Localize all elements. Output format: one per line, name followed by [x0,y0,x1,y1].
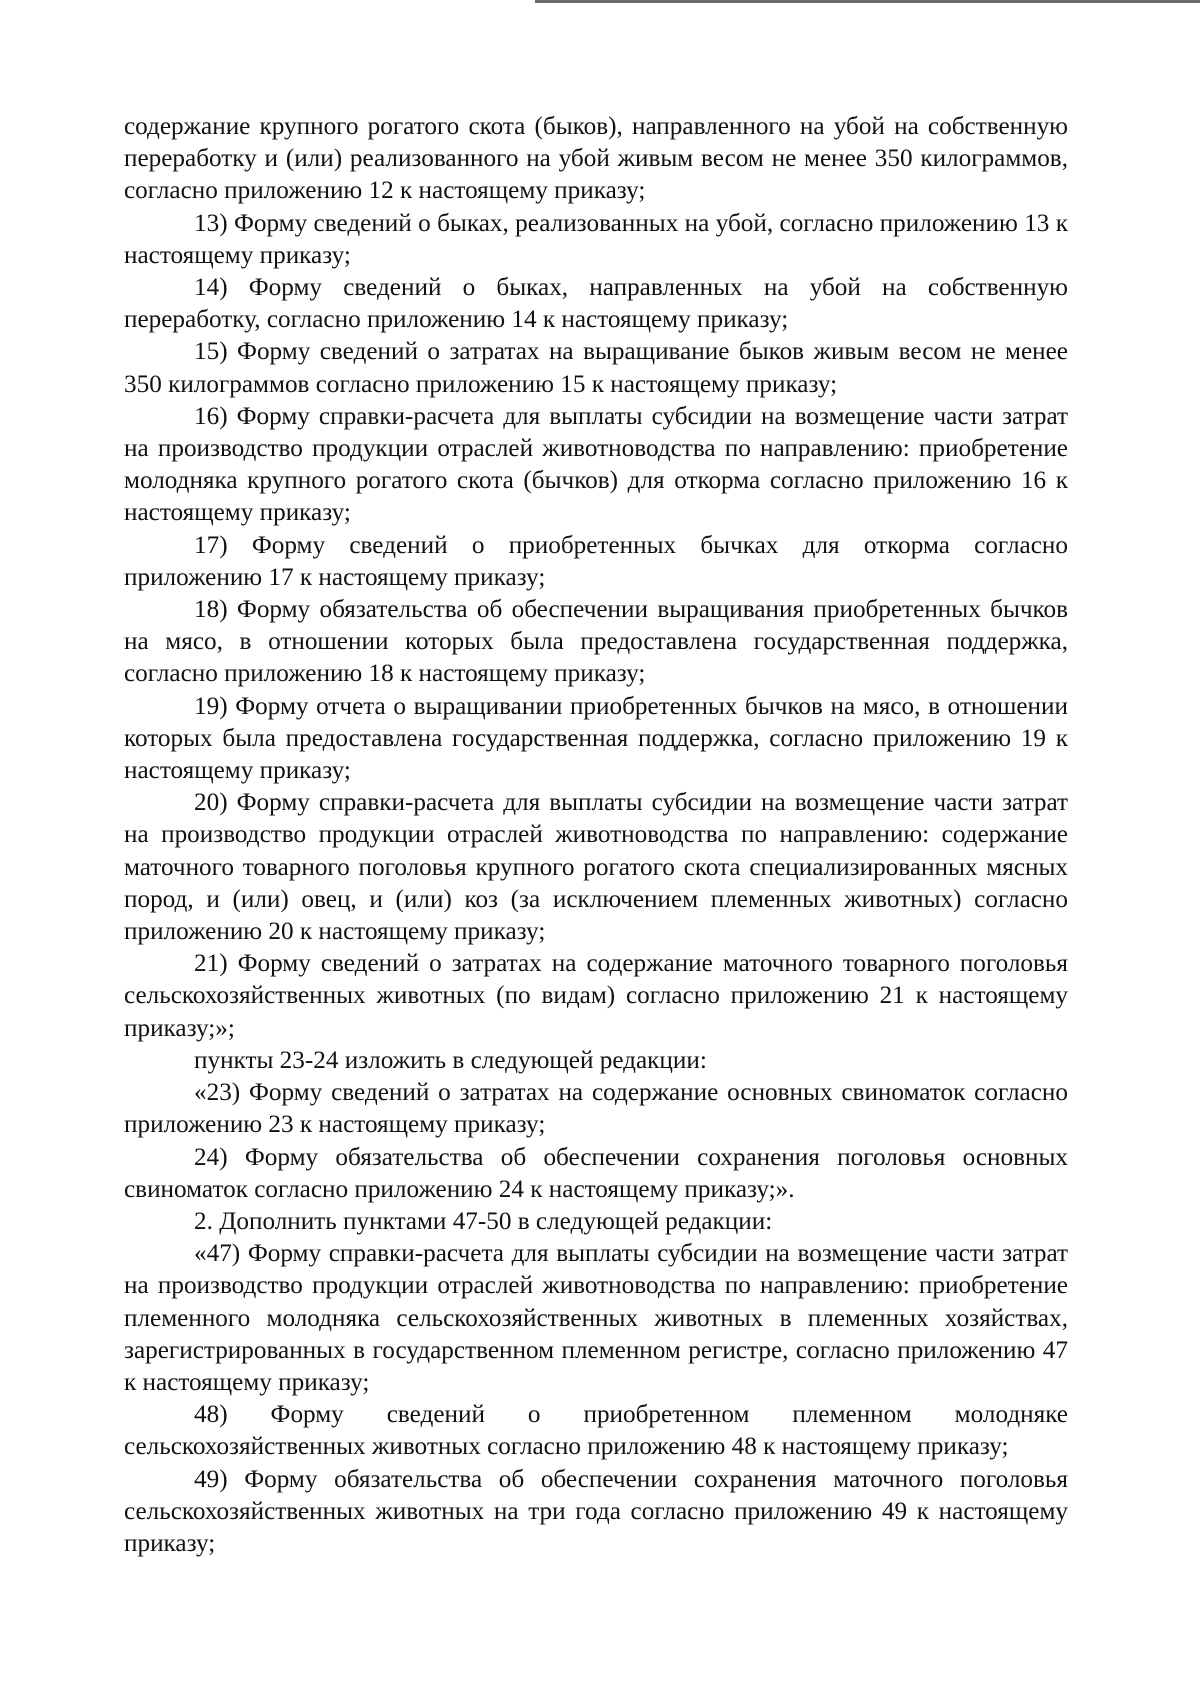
paragraph-item-12-continuation: содержание крупного рогатого скота (быков), направленного на убой на собственную переработку и (или) реализованного на убой живым весом не менее 350 килограммов, согласно приложению 12 к настоящему приказу; [124,113,1068,205]
paragraph-item-16: 16) Форму справки-расчета для выплаты субсидии на возмещение части затрат на производство продукции отраслей животноводства по направлению: приобретение молодняка крупного рогатого скота (бычков) для откорма согласно приложению 16 к настоящему приказу; [124,402,1068,527]
paragraph-item-14: 14) Форму сведений о быках, направленных на убой на собственную переработку, согласно приложению 14 к настоящему приказу; [124,274,1068,334]
paragraph-item-21: 21) Форму сведений о затратах на содержание маточного товарного поголовья сельскохозяйственных животных (по видам) согласно приложению 21 к настоящему приказу;»; [124,950,1068,1042]
paragraph-item-48: 48) Форму сведений о приобретенном племенном молодняке сельскохозяйственных животных согласно приложению 48 к настоящему приказу; [124,1401,1068,1461]
paragraph-item-19: 19) Форму отчета о выращивании приобретенных бычков на мясо, в отношении которых была предоставлена государственная поддержка, согласно приложению 19 к настоящему приказу; [124,692,1068,785]
paragraph-item-47: «47) Форму справки-расчета для выплаты субсидии на возмещение части затрат на производство продукции отраслей животноводства по направлению: приобретение племенного молодняка сельскохозяйственных животных в племенных хозяйствах, зарегистрированных в государственном племенном регистре, согласно приложению 47 к настоящему приказу; [124,1240,1068,1396]
paragraph-item-23: «23) Форму сведений о затратах на содержание основных свиноматок согласно приложению 23 к настоящему приказу; [124,1079,1068,1139]
paragraph-section-2: 2. Дополнить пунктами 47-50 в следующей редакции: [194,1207,773,1235]
paragraph-item-13: 13) Форму сведений о быках, реализованных на убой, согласно приложению 13 к настоящему приказу; [124,209,1068,269]
scan-edge-line [535,0,1200,3]
paragraph-item-18: 18) Форму обязательства об обеспечении выращивания приобретенных бычков на мясо, в отношении которых была предоставлена государственная поддержка, согласно приложению 18 к настоящему приказу; [124,596,1068,688]
document-body [124,111,1068,1560]
paragraph-item-49: 49) Форму обязательства об обеспечении сохранения маточного поголовья сельскохозяйственных животных на три года согласно приложению 49 к настоящему приказу; [124,1465,1068,1557]
paragraph-item-24: 24) Форму обязательства об обеспечении сохранения поголовья основных свиноматок согласно приложению 24 к настоящему приказу;». [124,1143,1068,1203]
paragraph-item-17: 17) Форму сведений о приобретенных бычках для откорма согласно приложению 17 к настоящему приказу; [124,531,1068,591]
paragraph-amend-items-23-24: пункты 23-24 изложить в следующей редакции: [194,1046,707,1074]
paragraph-item-20: 20) Форму справки-расчета для выплаты субсидии на возмещение части затрат на производство продукции отраслей животноводства по направлению: содержание маточного товарного поголовья крупного рогатого скота специализированных мясных пород, и (или) овец, и (или) коз (за исключением племенных животных) согласно приложению 20 к настоящему приказу; [124,789,1068,946]
paragraph-item-15: 15) Форму сведений о затратах на выращивание быков живым весом не менее 350 килограммов согласно приложению 15 к настоящему приказу; [124,338,1068,398]
